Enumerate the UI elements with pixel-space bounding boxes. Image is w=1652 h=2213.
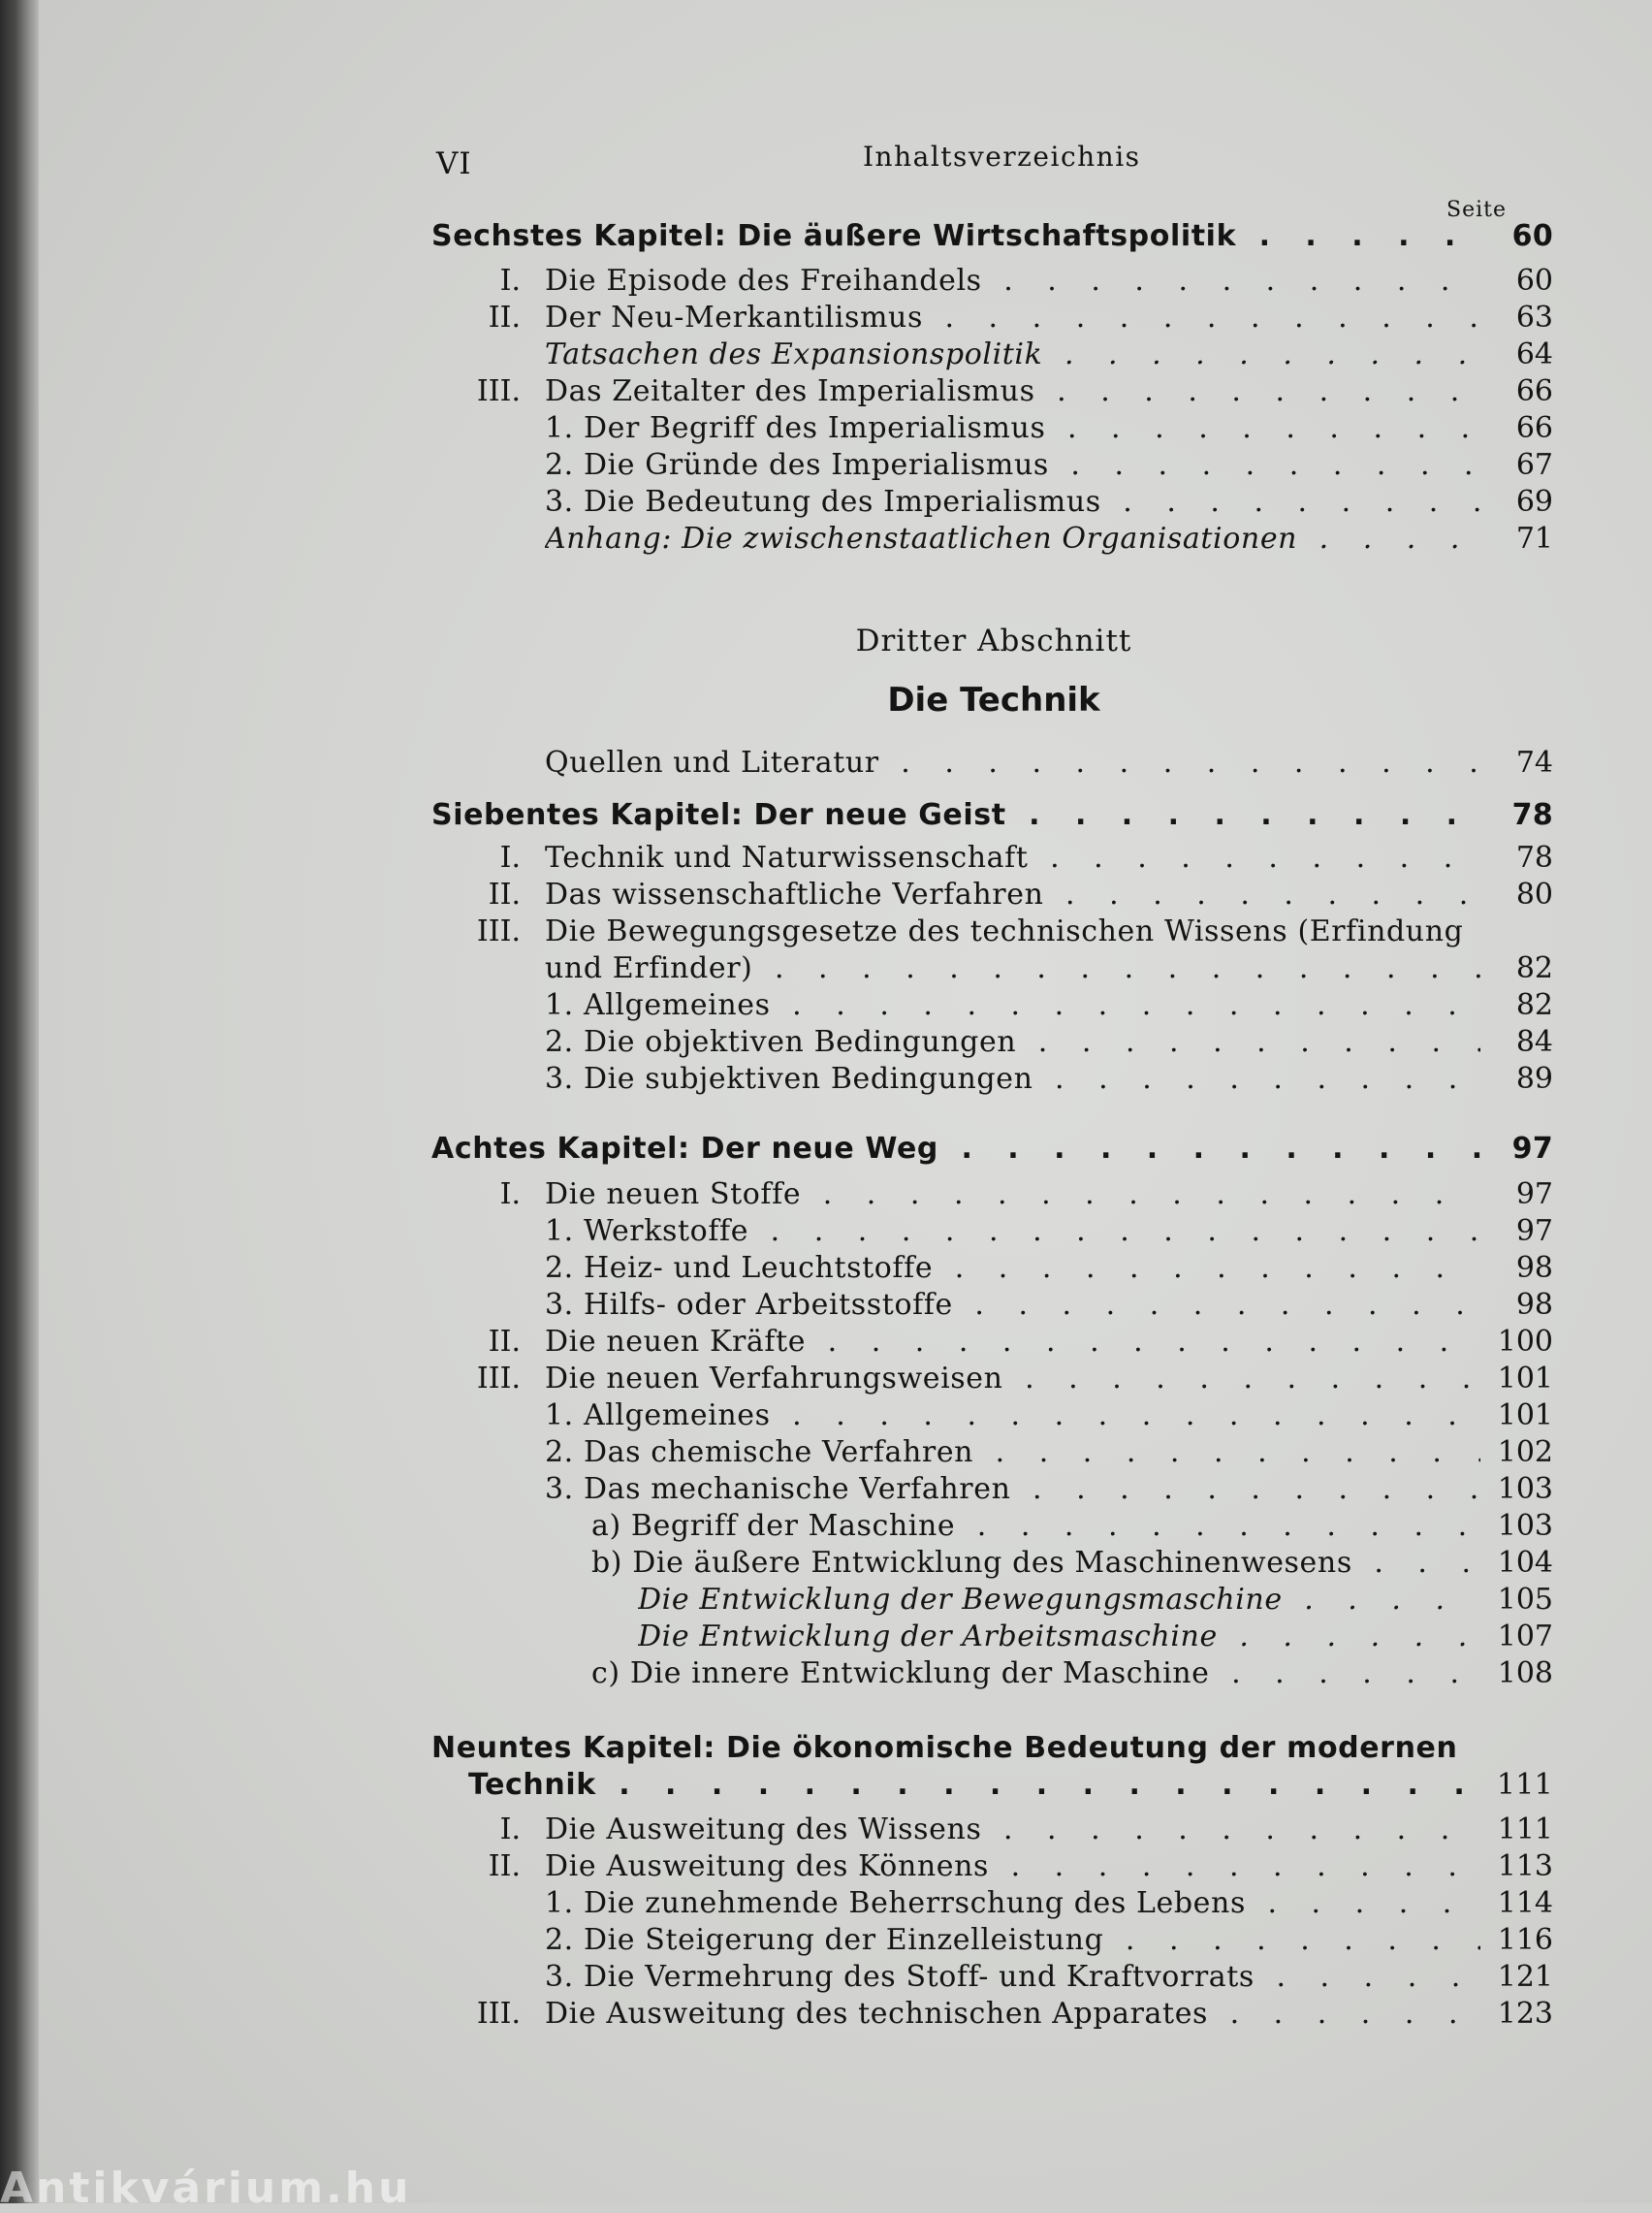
toc-entry: Tatsachen des Expansionspolitik . . . 64 [431, 337, 1556, 373]
toc-entry: Quellen und Literatur . . . 74 [431, 745, 1556, 782]
toc-entry: III. Die neuen Verfahrungsweisen . . . 101 [431, 1361, 1556, 1397]
toc-entry: 1. Die zunehmende Beherrschung des Lebens . . . 114 [431, 1885, 1556, 1922]
toc-entry: 2. Die Gründe des Imperialismus . . . 67 [431, 447, 1556, 484]
toc-entry: Die Entwicklung der Arbeitsmaschine . . . 107 [431, 1619, 1556, 1655]
chapter-heading: Achtes Kapitel: Der neue Weg . . . 97 [431, 1131, 1556, 1168]
toc-entry: I. Die Episode des Freihandels . . . 60 [431, 263, 1556, 300]
toc-entry: II. Das wissenschaftliche Verfahren . . . 80 [431, 877, 1556, 914]
book-gutter [0, 0, 39, 2203]
toc-entry: 3. Hilfs- oder Arbeitsstoffe . . . 98 [431, 1287, 1556, 1324]
toc-entry: und Erfinder) . . . 82 [431, 950, 1556, 987]
seite-label: Seite [1446, 198, 1507, 222]
toc-entry: 3. Das mechanische Verfahren . . . 103 [431, 1471, 1556, 1508]
toc-entry: c) Die innere Entwicklung der Maschine . . . 108 [431, 1655, 1556, 1692]
toc-entry: I. Die neuen Stoffe . . . 97 [431, 1176, 1556, 1213]
toc-entry: I. Technik und Naturwissenschaft . . . 78 [431, 840, 1556, 877]
toc-entry: Anhang: Die zwischenstaatlichen Organisationen . . . 71 [431, 521, 1556, 558]
chapter-heading: Neuntes Kapitel: Die ökonomische Bedeutung der modernen [431, 1731, 1458, 1765]
toc-entry: b) Die äußere Entwicklung des Maschinenwesens . . . 104 [431, 1545, 1556, 1582]
chapter-heading: Siebentes Kapitel: Der neue Geist . . . 78 [431, 797, 1556, 834]
toc-entry: 3. Die Vermehrung des Stoff- und Kraftvorrats . . . 121 [431, 1959, 1556, 1996]
toc-entry: Die Entwicklung der Bewegungsmaschine . . . 105 [431, 1582, 1556, 1619]
page-number: VI [436, 146, 472, 181]
toc-entry: III. Die Bewegungsgesetze des technischen Wissens (Erfindung [476, 914, 1464, 948]
toc-entry: II. Die Ausweitung des Könnens . . . 113 [431, 1848, 1556, 1885]
toc-entry: III. Die Ausweitung des technischen Apparates . . . 123 [431, 1996, 1556, 2033]
running-title: Inhaltsverzeichnis [863, 141, 1141, 173]
toc-entry: II. Der Neu-Merkantilismus . . . 63 [431, 300, 1556, 337]
toc-entry: 1. Werkstoffe . . . 97 [431, 1213, 1556, 1250]
toc-entry: 2. Die Steigerung der Einzelleistung . . . 116 [431, 1922, 1556, 1959]
toc-entry: I. Die Ausweitung des Wissens . . . 111 [431, 1812, 1556, 1848]
toc-entry: a) Begriff der Maschine . . . 103 [431, 1508, 1556, 1545]
toc-entry: 1. Der Begriff des Imperialismus . . . 66 [431, 410, 1556, 447]
toc-entry: 3. Die Bedeutung des Imperialismus . . . 69 [431, 484, 1556, 521]
table-of-contents [431, 0, 1556, 2203]
toc-entry: 2. Heiz- und Leuchtstoffe . . . 98 [431, 1250, 1556, 1287]
toc-entry: 1. Allgemeines . . . 82 [431, 987, 1556, 1024]
toc-entry: III. Das Zeitalter des Imperialismus . . . 66 [431, 373, 1556, 410]
chapter-heading: Sechstes Kapitel: Die äußere Wirtschaftspolitik . . . 60 [431, 218, 1556, 255]
chapter-heading-continued: Technik . . . 111 [431, 1767, 1556, 1804]
book-page [39, 0, 1652, 2203]
toc-entry: 3. Die subjektiven Bedingungen . . . 89 [431, 1061, 1556, 1098]
toc-entry: II. Die neuen Kräfte . . . 100 [431, 1324, 1556, 1361]
toc-entry: 1. Allgemeines . . . 101 [431, 1397, 1556, 1434]
toc-entry: 2. Das chemische Verfahren . . . 102 [431, 1434, 1556, 1471]
section-title: Die Technik [887, 681, 1100, 720]
watermark: Antikvárium.hu [0, 2164, 412, 2213]
section-label: Dritter Abschnitt [855, 624, 1132, 658]
toc-entry: 2. Die objektiven Bedingungen . . . 84 [431, 1024, 1556, 1061]
